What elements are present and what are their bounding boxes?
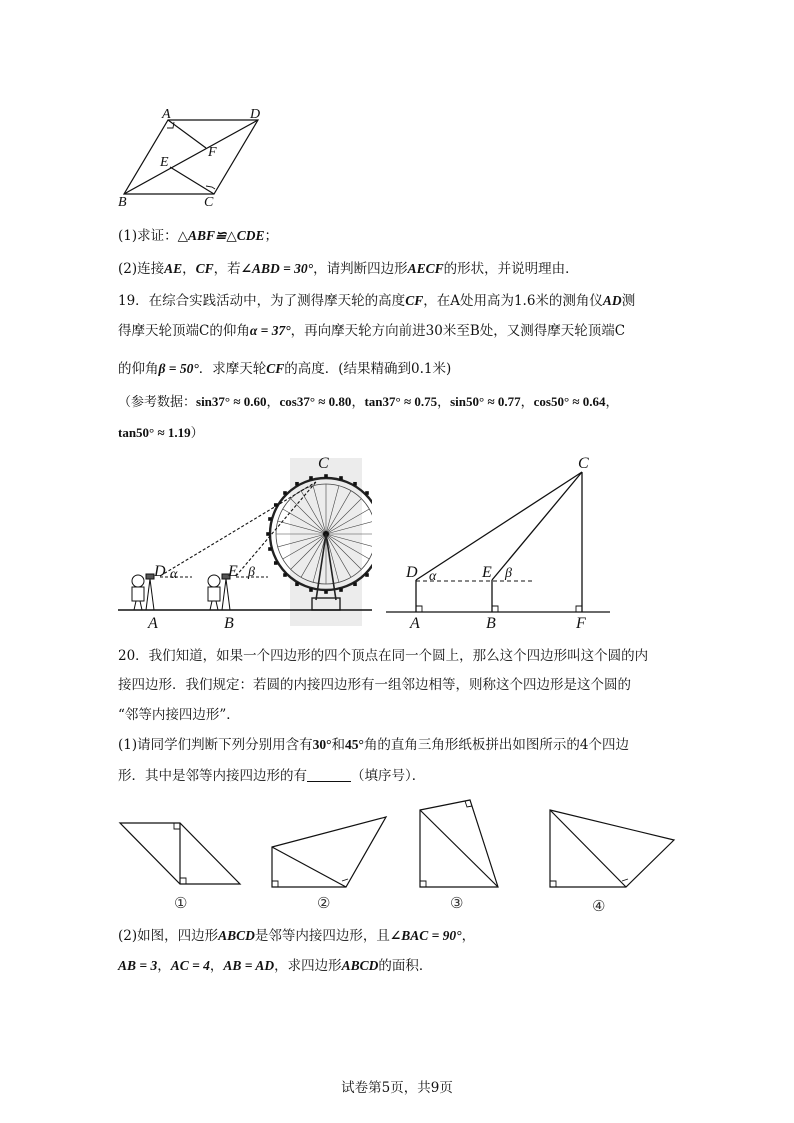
surveyor-icon: [208, 574, 230, 610]
q20-part1: (1)请同学们判断下列分别用含有30°和45°角的直角三角形纸板拼出如图所示的4个四边: [118, 737, 630, 753]
parallelogram-figure: [112, 104, 272, 210]
q20-part1-b: 形．其中是邻等内接四边形的有 （填序号）．: [118, 768, 426, 784]
label-B: B: [224, 615, 234, 632]
answer-blank[interactable]: [307, 767, 351, 782]
label-A: A: [162, 107, 171, 122]
q20-part2-b: AB = 3，AC = 4，AB = AD，求四边形ABCD的面积．: [118, 958, 433, 974]
figure-label-4: ④: [592, 899, 606, 915]
q19-line1: 19．在综合实践活动中，为了测得摩天轮的高度CF，在A处用高为1.6米的测角仪AD测: [118, 293, 636, 309]
label-D: D: [406, 564, 418, 581]
label-alpha: α: [170, 567, 178, 582]
label-D: D: [154, 563, 166, 580]
q20-line2: 接四边形．我们规定：若圆的内接四边形有一组邻边相等，则称这个四边形是这个圆的: [118, 677, 631, 693]
q19-line3: 的仰角β = 50°．求摩天轮CF的高度．(结果精确到0.1米): [118, 361, 452, 377]
label-E: E: [160, 155, 169, 170]
q20-line3: “邻等内接四边形”．: [118, 707, 240, 723]
label-B: B: [118, 195, 127, 210]
quadrilateral-figures: [110, 795, 690, 920]
label-E: E: [228, 563, 238, 580]
surveyor-icon: [132, 574, 154, 610]
label-A: A: [410, 615, 420, 632]
q18-part1: (1)求证：△ABF≌△CDE；: [118, 228, 278, 244]
elevation-geometry-figure: [384, 450, 614, 632]
figure-label-3: ③: [450, 896, 464, 912]
q19-reference-data: （参考数据：sin37° ≈ 0.60，cos37° ≈ 0.80，tan37° ≈ 0.75，sin50° ≈ 0.77，cos50° ≈ 0.64，: [118, 394, 619, 410]
label-F: F: [208, 145, 217, 160]
label-beta: β: [505, 566, 512, 581]
label-C: C: [318, 455, 329, 472]
label-E: E: [482, 564, 492, 581]
label-B: B: [486, 615, 496, 632]
q20-part2: (2)如图，四边形ABCD是邻等内接四边形，且∠BAC = 90°，: [118, 928, 476, 944]
q20-line1: 20．我们知道，如果一个四边形的四个顶点在同一个圆上，那么这个四边形叫这个圆的内: [118, 648, 649, 664]
label-A: A: [148, 615, 158, 632]
label-D: D: [250, 107, 261, 122]
figure-label-2: ②: [317, 896, 331, 912]
label-C: C: [578, 455, 589, 472]
ferris-wheel-scene: [118, 450, 372, 632]
q19-line2: 得摩天轮顶端C的仰角α = 37°，再向摩天轮方向前进30米至B处，又测得摩天轮顶端C: [118, 323, 626, 339]
figure-label-1: ①: [174, 896, 188, 912]
page-footer: 试卷第5页，共9页: [341, 1080, 453, 1096]
q19-reference-data-2: tan50° ≈ 1.19）: [118, 425, 204, 441]
label-beta: β: [248, 565, 255, 580]
label-alpha: α: [429, 569, 437, 584]
q18-part2: (2)连接AE，CF，若∠ABD = 30°，请判断四边形AECF的形状，并说明理由．: [118, 261, 579, 277]
label-F: F: [576, 615, 586, 632]
label-C: C: [204, 195, 214, 210]
